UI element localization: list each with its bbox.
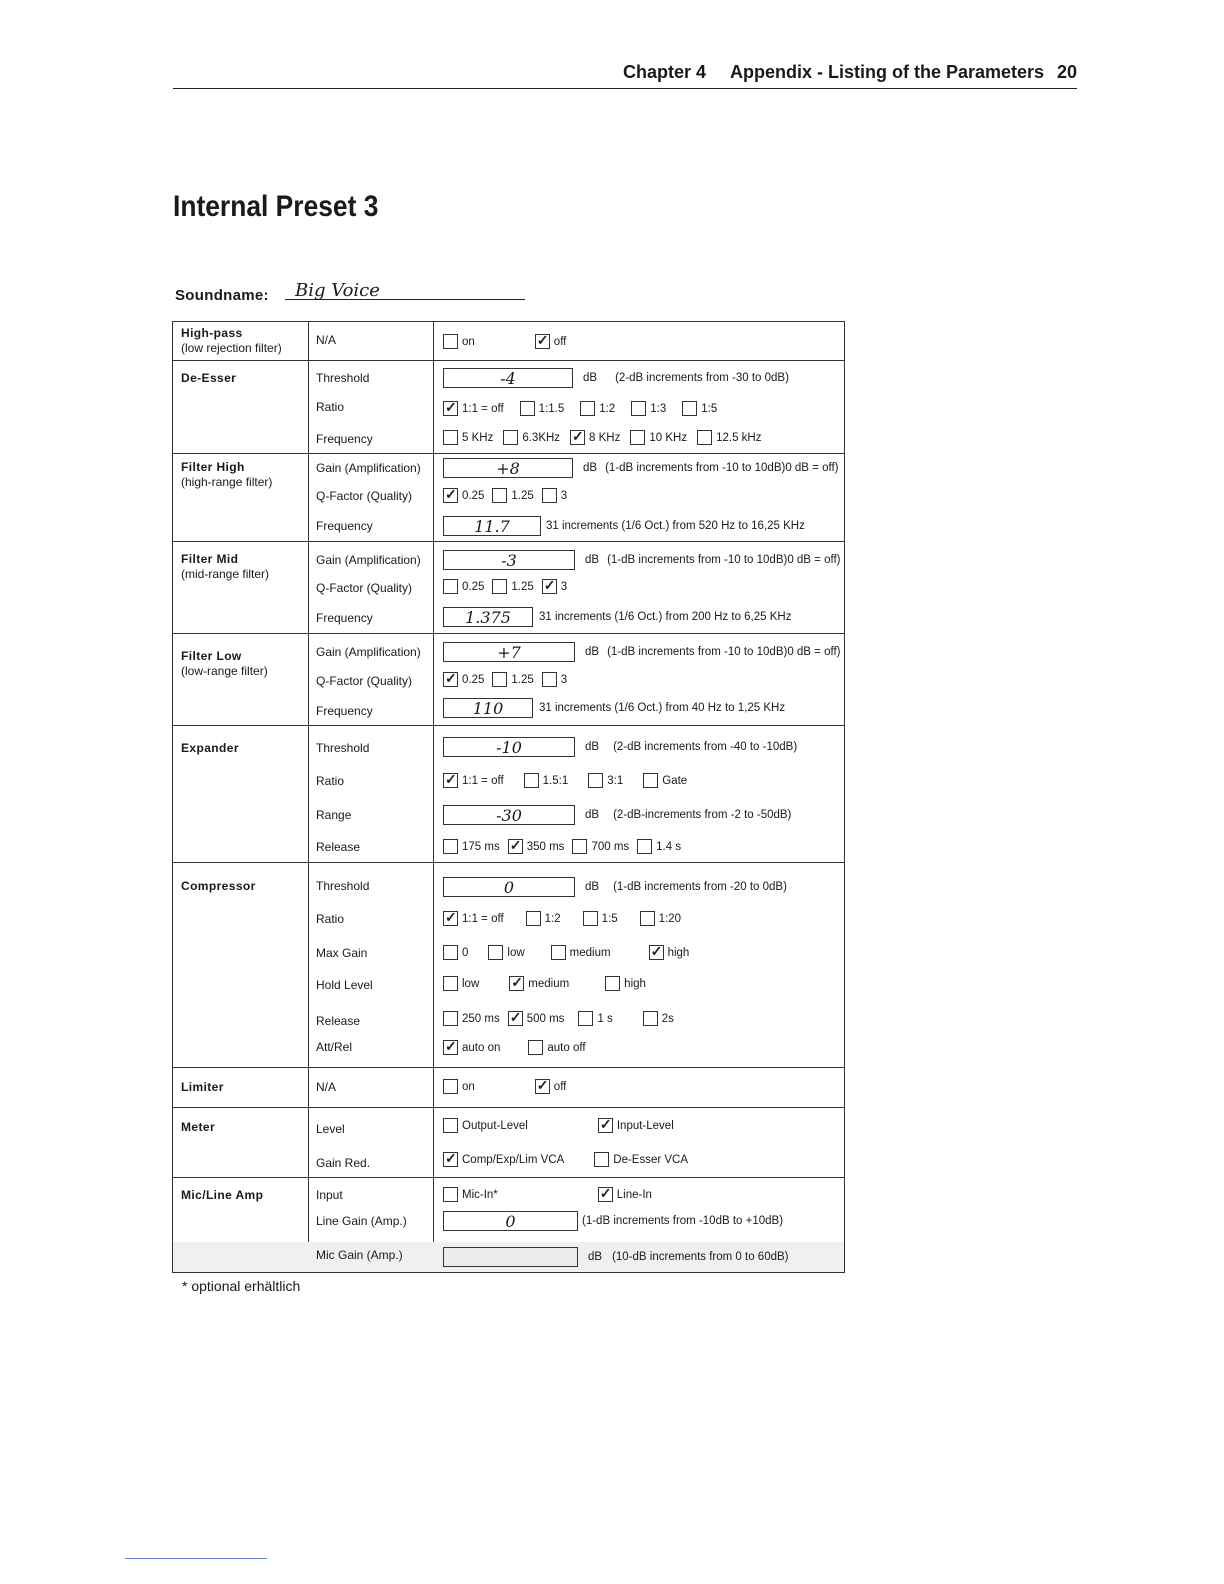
checkbox-checked[interactable] xyxy=(508,839,523,854)
section-subtitle: (low rejection filter) xyxy=(181,341,282,355)
param-label: Input xyxy=(316,1188,343,1202)
option[interactable]: 6.3KHz xyxy=(503,430,560,445)
checkbox[interactable] xyxy=(640,911,655,926)
range-note: (1-dB increments from -10 to 10dB)0 dB = off) xyxy=(607,554,841,566)
param-label: Level xyxy=(316,1122,345,1136)
threshold-value[interactable]: 0 xyxy=(443,877,575,897)
checkbox-checked[interactable] xyxy=(535,1079,550,1094)
section-micline: Mic/Line Amp xyxy=(181,1188,264,1202)
row-divider xyxy=(173,360,844,361)
filter-low-frequency-row xyxy=(443,698,785,718)
meter-level-row xyxy=(443,1118,690,1133)
deesser-frequency-row xyxy=(443,430,777,445)
option[interactable]: 1:2 xyxy=(526,911,561,926)
checkbox[interactable] xyxy=(443,1011,458,1026)
option[interactable]: ✓ Comp/Exp/Lim VCA xyxy=(443,1152,564,1167)
option[interactable]: 0 xyxy=(443,945,468,960)
compressor-maxgain-row xyxy=(443,945,705,960)
section-deesser: De-Esser xyxy=(181,371,237,385)
option-off[interactable]: ✓ off xyxy=(535,334,567,349)
checkbox-checked[interactable] xyxy=(443,401,458,416)
expander-threshold-row: -10 dB (2-dB increments from -40 to -10dB) xyxy=(443,737,797,757)
section-meter: Meter xyxy=(181,1120,216,1134)
page-title: Internal Preset 3 xyxy=(173,190,379,223)
param-label: Q-Factor (Quality) xyxy=(316,674,413,688)
checkbox[interactable] xyxy=(443,976,458,991)
option[interactable]: medium xyxy=(551,945,611,960)
param-label: Frequency xyxy=(316,519,373,533)
option[interactable]: De-Esser VCA xyxy=(594,1152,688,1167)
row-divider xyxy=(173,1177,844,1178)
gain-value[interactable]: +8 xyxy=(443,458,573,478)
checkbox-checked[interactable] xyxy=(443,1152,458,1167)
checkbox[interactable] xyxy=(605,976,620,991)
option[interactable]: ✓ 350 ms xyxy=(508,839,565,854)
compressor-ratio-row xyxy=(443,911,697,926)
checkbox[interactable] xyxy=(443,1118,458,1133)
row-divider xyxy=(173,453,844,454)
param-label: Ratio xyxy=(316,774,345,788)
range-note: 31 increments (1/6 Oct.) from 40 Hz to 1,25 KHz xyxy=(539,702,786,714)
option[interactable]: Output-Level xyxy=(443,1118,528,1133)
checkbox[interactable] xyxy=(580,401,595,416)
row-divider xyxy=(173,1107,844,1108)
option[interactable]: 1:2 xyxy=(580,401,615,416)
checkbox[interactable] xyxy=(643,773,658,788)
option[interactable]: Mic-In* xyxy=(443,1187,498,1202)
option[interactable]: 2s xyxy=(643,1011,674,1026)
option[interactable]: 1.25 xyxy=(492,579,533,594)
range-note: (2-dB increments from -40 to -10dB) xyxy=(613,741,798,753)
option[interactable]: 175 ms xyxy=(443,839,500,854)
checkbox[interactable] xyxy=(594,1152,609,1167)
section-expander: Expander xyxy=(181,741,239,755)
range-note: (1-dB increments from -10 to 10dB)0 dB = off) xyxy=(607,646,841,658)
option[interactable]: ✓ high xyxy=(649,945,690,960)
checkbox[interactable] xyxy=(443,945,458,960)
filter-mid-gain-row: -3 dB (1-dB increments from -10 to 10dB)0 dB = off) xyxy=(443,550,841,570)
checkbox[interactable] xyxy=(630,430,645,445)
checkbox[interactable] xyxy=(682,401,697,416)
checkbox[interactable] xyxy=(443,1079,458,1094)
row-divider xyxy=(173,1067,844,1068)
option[interactable]: 12.5 kHz xyxy=(697,430,761,445)
checkbox[interactable] xyxy=(443,430,458,445)
checkbox-checked[interactable] xyxy=(443,1040,458,1055)
param-label: Threshold xyxy=(316,879,370,893)
option[interactable]: 3:1 xyxy=(588,773,623,788)
checkbox[interactable] xyxy=(528,1040,543,1055)
param-label: Att/Rel xyxy=(316,1040,353,1054)
checkbox[interactable] xyxy=(526,911,541,926)
compressor-threshold-row: 0 dB (1-dB increments from -20 to 0dB) xyxy=(443,877,787,897)
checkbox[interactable] xyxy=(578,1011,593,1026)
param-label: Mic Gain (Amp.) xyxy=(316,1248,403,1262)
checkbox[interactable] xyxy=(583,911,598,926)
option[interactable]: 1:1.5 xyxy=(520,401,565,416)
option[interactable]: 250 ms xyxy=(443,1011,500,1026)
param-label: Ratio xyxy=(316,912,345,926)
option[interactable]: 1 s xyxy=(578,1011,612,1026)
filter-high-q-row xyxy=(443,488,583,503)
checkbox-checked[interactable] xyxy=(535,334,550,349)
option[interactable]: ✓ 0.25 xyxy=(443,672,484,687)
param-label: Frequency xyxy=(316,704,373,718)
range-value[interactable]: -30 xyxy=(443,805,575,825)
compressor-release-row xyxy=(443,1011,690,1026)
option[interactable]: ✓ 3 xyxy=(542,579,567,594)
option[interactable]: ✓ auto on xyxy=(443,1040,500,1055)
line-gain-value[interactable]: 0 xyxy=(443,1211,578,1231)
section-filter-high: Filter High (high-range filter) xyxy=(181,460,273,489)
checkbox-checked[interactable] xyxy=(508,1011,523,1026)
row-divider xyxy=(173,541,844,542)
filter-mid-q-row xyxy=(443,579,583,594)
param-label: N/A xyxy=(316,333,337,347)
option-off[interactable]: ✓ off xyxy=(535,1079,567,1094)
option[interactable]: ✓ medium xyxy=(509,976,569,991)
column-divider xyxy=(308,322,309,1272)
option[interactable]: 1:3 xyxy=(631,401,666,416)
column-divider xyxy=(433,322,434,1272)
expander-release-row xyxy=(443,839,697,854)
row-divider xyxy=(173,633,844,634)
page-number: 20 xyxy=(1056,62,1077,82)
param-label: Hold Level xyxy=(316,978,373,992)
checkbox[interactable] xyxy=(520,401,535,416)
param-label: Release xyxy=(316,1014,361,1028)
divider xyxy=(125,1558,267,1559)
gain-value[interactable]: +7 xyxy=(443,642,575,662)
option[interactable]: low xyxy=(488,945,524,960)
checkbox[interactable] xyxy=(697,430,712,445)
option[interactable]: 1.25 xyxy=(492,672,533,687)
frequency-value[interactable]: 11.7 xyxy=(443,516,541,536)
filter-low-gain-row: +7 dB (1-dB increments from -10 to 10dB)0 dB = off) xyxy=(443,642,841,662)
checkbox-checked[interactable] xyxy=(443,773,458,788)
highpass-options xyxy=(443,334,582,349)
range-note: 31 increments (1/6 Oct.) from 520 Hz to 16,25 KHz xyxy=(546,520,805,532)
parameter-table xyxy=(172,321,845,1273)
checkbox[interactable] xyxy=(443,334,458,349)
checkbox[interactable] xyxy=(631,401,646,416)
soundname-value: Big Voice xyxy=(295,280,380,301)
section-filter-low: Filter Low (low-range filter) xyxy=(181,649,268,678)
param-label: Max Gain xyxy=(316,946,368,960)
meter-gainred-row xyxy=(443,1152,704,1167)
threshold-value[interactable]: -10 xyxy=(443,737,575,757)
option[interactable]: Gate xyxy=(643,773,687,788)
filter-high-frequency-row xyxy=(443,516,805,536)
expander-ratio-row xyxy=(443,773,703,788)
option-on[interactable]: on xyxy=(443,334,475,349)
param-label: Ratio xyxy=(316,400,345,414)
checkbox-checked[interactable] xyxy=(649,945,664,960)
row-divider xyxy=(173,725,844,726)
option[interactable]: 1:5 xyxy=(583,911,618,926)
checkbox-checked[interactable] xyxy=(443,911,458,926)
checkbox[interactable] xyxy=(643,1011,658,1026)
option[interactable]: ✓ 8 KHz xyxy=(570,430,620,445)
option[interactable]: ✓ 500 ms xyxy=(508,1011,565,1026)
param-label: Frequency xyxy=(316,432,373,446)
option[interactable]: 1.25 xyxy=(492,488,533,503)
checkbox[interactable] xyxy=(443,839,458,854)
option[interactable]: 10 KHz xyxy=(630,430,687,445)
appendix-title: Appendix - Listing of the Parameters xyxy=(730,62,1045,82)
option[interactable]: ✓ 1:1 = off xyxy=(443,911,504,926)
checkbox[interactable] xyxy=(572,839,587,854)
checkbox[interactable] xyxy=(492,672,507,687)
param-label: Threshold xyxy=(316,371,370,385)
micline-input-row xyxy=(443,1187,668,1202)
param-label: Gain (Amplification) xyxy=(316,461,421,475)
option[interactable]: 1:20 xyxy=(640,911,681,926)
checkbox[interactable] xyxy=(492,488,507,503)
section-name: High-pass xyxy=(181,326,243,340)
frequency-value[interactable]: 1.375 xyxy=(443,607,533,627)
checkbox-checked[interactable] xyxy=(598,1187,613,1202)
param-label: Release xyxy=(316,840,361,854)
section-highpass xyxy=(181,326,282,356)
expander-range-row: -30 dB (2-dB-increments from -2 to -50dB) xyxy=(443,805,791,825)
filter-high-gain-row: +8 dB (1-dB increments from -10 to 10dB)0 dB = off) xyxy=(443,458,839,478)
param-label: Gain (Amplification) xyxy=(316,645,421,659)
checkbox[interactable] xyxy=(524,773,539,788)
page-header xyxy=(173,58,1077,89)
deesser-ratio-row xyxy=(443,401,733,416)
section-compressor: Compressor xyxy=(181,879,256,893)
micline-linegain-row xyxy=(443,1211,783,1231)
footnote: * optional erhältlich xyxy=(182,1278,301,1294)
option[interactable]: 5 KHz xyxy=(443,430,493,445)
option[interactable]: 1.5:1 xyxy=(524,773,569,788)
limiter-options xyxy=(443,1079,582,1094)
section-filter-mid: Filter Mid (mid-range filter) xyxy=(181,552,270,581)
section-limiter: Limiter xyxy=(181,1080,224,1094)
checkbox[interactable] xyxy=(551,945,566,960)
compressor-attrel-row xyxy=(443,1040,602,1055)
mic-gain-value[interactable] xyxy=(443,1247,578,1267)
checkbox[interactable] xyxy=(503,430,518,445)
checkbox[interactable] xyxy=(542,672,557,687)
param-label: Frequency xyxy=(316,611,373,625)
checkbox[interactable] xyxy=(542,488,557,503)
checkbox[interactable] xyxy=(588,773,603,788)
option[interactable]: 1:5 xyxy=(682,401,717,416)
micline-micgain-row: dB (10-dB increments from 0 to 60dB) xyxy=(443,1247,789,1267)
gain-value[interactable]: -3 xyxy=(443,550,575,570)
checkbox-checked[interactable] xyxy=(443,488,458,503)
range-note: (2-dB increments from -30 to 0dB) xyxy=(615,372,789,384)
param-label: Gain Red. xyxy=(316,1156,371,1170)
option-on[interactable]: on xyxy=(443,1079,475,1094)
filter-mid-frequency-row xyxy=(443,607,791,627)
checkbox-checked[interactable] xyxy=(443,672,458,687)
param-label: Range xyxy=(316,808,352,822)
checkbox[interactable] xyxy=(443,579,458,594)
option[interactable]: ✓ 1:1 = off xyxy=(443,773,504,788)
checkbox[interactable] xyxy=(488,945,503,960)
param-label: Threshold xyxy=(316,741,370,755)
checkbox-checked[interactable] xyxy=(542,579,557,594)
option[interactable]: low xyxy=(443,976,479,991)
checkbox-checked[interactable] xyxy=(598,1118,613,1133)
param-label: Q-Factor (Quality) xyxy=(316,581,413,595)
option[interactable]: 700 ms xyxy=(572,839,629,854)
option[interactable]: 1.4 s xyxy=(637,839,681,854)
option[interactable]: ✓ Input-Level xyxy=(598,1118,674,1133)
filter-low-q-row xyxy=(443,672,583,687)
option[interactable]: high xyxy=(605,976,646,991)
option[interactable]: 3 xyxy=(542,672,567,687)
option[interactable]: ✓ 1:1 = off xyxy=(443,401,504,416)
checkbox[interactable] xyxy=(637,839,652,854)
compressor-hold-row xyxy=(443,976,662,991)
range-note: (1-dB increments from -20 to 0dB) xyxy=(613,881,787,893)
option[interactable]: 0.25 xyxy=(443,579,484,594)
option[interactable]: ✓ Line-In xyxy=(598,1187,652,1202)
param-label: Gain (Amplification) xyxy=(316,553,421,567)
chapter-label: Chapter 4 xyxy=(623,62,707,82)
row-divider xyxy=(173,862,844,863)
param-label: Line Gain (Amp.) xyxy=(316,1214,407,1228)
range-note: (2-dB-increments from -2 to -50dB) xyxy=(613,809,792,821)
param-label: N/A xyxy=(316,1080,337,1094)
checkbox[interactable] xyxy=(443,1187,458,1202)
checkbox[interactable] xyxy=(492,579,507,594)
soundname-label: Soundname: xyxy=(175,287,269,304)
checkbox-checked[interactable] xyxy=(509,976,524,991)
option[interactable]: 3 xyxy=(542,488,567,503)
param-label: Q-Factor (Quality) xyxy=(316,489,413,503)
threshold-value[interactable]: -4 xyxy=(443,368,573,388)
deesser-threshold-row: -4 dB (2-dB increments from -30 to 0dB) xyxy=(443,368,789,388)
range-note: 31 increments (1/6 Oct.) from 200 Hz to 6,25 KHz xyxy=(539,611,792,623)
checkbox-checked[interactable] xyxy=(570,430,585,445)
frequency-value[interactable]: 110 xyxy=(443,698,533,718)
range-note: (1-dB increments from -10dB to +10dB) xyxy=(582,1215,784,1227)
option[interactable]: ✓ 0.25 xyxy=(443,488,484,503)
range-note: (10-dB increments from 0 to 60dB) xyxy=(612,1251,789,1263)
range-note: (1-dB increments from -10 to 10dB)0 dB = off) xyxy=(605,462,839,474)
option[interactable]: auto off xyxy=(528,1040,585,1055)
